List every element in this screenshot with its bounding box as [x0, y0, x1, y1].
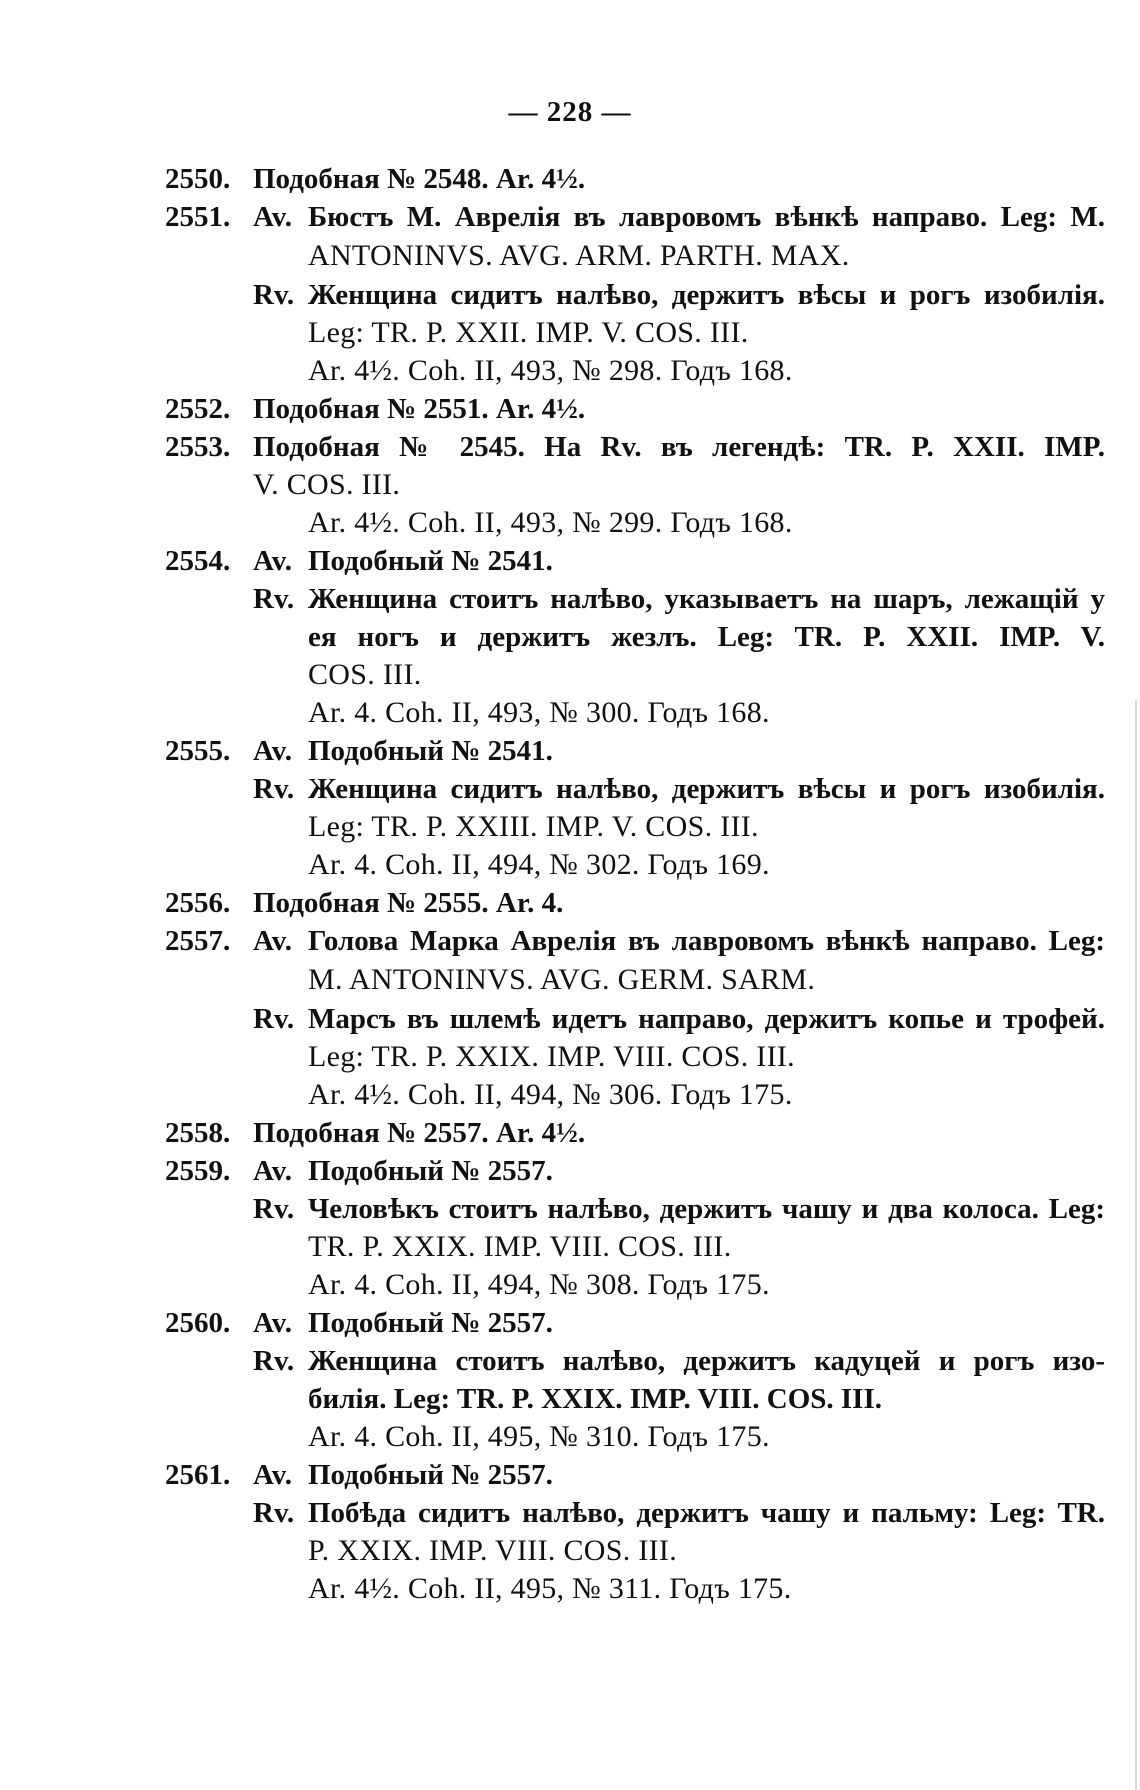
entry-number: 2559.: [165, 1155, 231, 1187]
entry-legend: V. COS. III.: [253, 468, 401, 501]
entry-text: Подобная № 2548. Ar. 4½.: [253, 163, 586, 195]
reverse-legend: Leg: TR. P. XXIX. IMP. VIII. COS. III.: [308, 1040, 795, 1073]
obverse-text: Голова Марка Аврелія въ лавровомъ вѣнкѣ направо. Leg:: [308, 925, 1105, 957]
scan-edge-line: [1135, 700, 1137, 1790]
entry-text: Подобная № 2545. На Rv. въ легендѣ: TR. P. XXII. IMP.: [253, 431, 1105, 463]
entry-text: Подобная № 2557. Ar. 4½.: [253, 1117, 586, 1149]
reverse-legend: COS. III.: [308, 658, 422, 691]
obverse-text: Бюстъ М. Аврелія въ лавровомъ вѣнкѣ направо. Leg: M.: [308, 201, 1105, 233]
reverse-label: Rv.: [253, 1345, 295, 1377]
entry-text: Подобная № 2555. Ar. 4.: [253, 887, 564, 919]
catalog-entry-2560: [165, 1304, 1105, 1456]
obverse-label: Av.: [253, 925, 292, 957]
reverse-text: Женщина сидитъ налѣво, держитъ вѣсы и рогъ изобилія.: [308, 279, 1105, 311]
entry-number: 2550.: [165, 163, 231, 195]
reverse-text: Женщина стоитъ налѣво, указываетъ на шаръ, лежащій у: [308, 583, 1105, 615]
entry-number: 2561.: [165, 1459, 231, 1491]
reverse-label: Rv.: [253, 773, 295, 805]
obverse-label: Av.: [253, 545, 292, 577]
obverse-text: Подобный № 2557.: [308, 1459, 553, 1491]
reverse-label: Rv.: [253, 1193, 295, 1225]
catalog-entry-2554: [165, 542, 1105, 732]
entry-number: 2553.: [165, 431, 231, 463]
reverse-text-continued: ея ногъ и держитъ жезлъ. Leg: TR. P. XXII. IMP. V.: [308, 621, 1105, 653]
catalog-entry-2561: [165, 1456, 1105, 1608]
page-number: — 228 —: [508, 96, 632, 128]
reverse-text: Человѣкъ стоитъ налѣво, держитъ чашу и два колоса. Leg:: [308, 1193, 1105, 1225]
reverse-legend: Leg: TR. P. XXII. IMP. V. COS. III.: [308, 316, 749, 349]
obverse-label: Av.: [253, 1307, 292, 1339]
reverse-text: Побѣда сидитъ налѣво, держитъ чашу и пальму: Leg: TR.: [308, 1497, 1105, 1529]
catalog-entry-2557: [165, 922, 1105, 1114]
reverse-label: Rv.: [253, 279, 295, 311]
coin-reference: Ar. 4. Coh. II, 494, № 308. Годъ 175.: [308, 1268, 770, 1301]
obverse-text: Подобный № 2541.: [308, 545, 553, 577]
catalog-entry-2552: [165, 390, 1105, 428]
reverse-text: Марсъ въ шлемѣ идетъ направо, держитъ копье и трофей.: [308, 1003, 1105, 1035]
reverse-legend: P. XXIX. IMP. VIII. COS. III.: [308, 1534, 677, 1567]
obverse-label: Av.: [253, 1155, 292, 1187]
obverse-text: Подобный № 2557.: [308, 1307, 553, 1339]
catalog-entry-2558: [165, 1114, 1105, 1152]
obverse-text: Подобный № 2557.: [308, 1155, 553, 1187]
coin-reference: Ar. 4. Coh. II, 495, № 310. Годъ 175.: [308, 1420, 770, 1453]
obverse-legend: M. ANTONINVS. AVG. GERM. SARM.: [308, 963, 816, 996]
obverse-label: Av.: [253, 201, 292, 233]
entry-number: 2551.: [165, 201, 231, 233]
obverse-label: Av.: [253, 1459, 292, 1491]
catalog-entry-2556: [165, 884, 1105, 922]
catalog-entry-2559: [165, 1152, 1105, 1304]
obverse-label: Av.: [253, 735, 292, 767]
coin-reference: Ar. 4½. Coh. II, 495, № 311. Годъ 175.: [308, 1572, 792, 1605]
entry-number: 2560.: [165, 1307, 231, 1339]
coin-reference: Ar. 4. Coh. II, 493, № 300. Годъ 168.: [308, 696, 770, 729]
coin-reference: Ar. 4½. Coh. II, 494, № 306. Годъ 175.: [308, 1078, 793, 1111]
entry-number: 2557.: [165, 925, 231, 957]
catalog-entry-2550: [165, 160, 1105, 198]
reverse-label: Rv.: [253, 583, 295, 615]
entry-text: Подобная № 2551. Ar. 4½.: [253, 393, 586, 425]
reverse-text: Женщина стоитъ налѣво, держитъ кадуцей и рогъ изо-: [308, 1345, 1105, 1377]
entry-number: 2556.: [165, 887, 231, 919]
coin-reference: Ar. 4. Coh. II, 494, № 302. Годъ 169.: [308, 848, 770, 881]
reverse-text-continued: билія. Leg: TR. P. XXIX. IMP. VIII. COS. III.: [308, 1383, 882, 1415]
entry-number: 2558.: [165, 1117, 231, 1149]
catalog-entry-2551: [165, 198, 1105, 390]
catalog-entry-2553: [165, 428, 1105, 542]
reverse-legend: Leg: TR. P. XXIII. IMP. V. COS. III.: [308, 810, 759, 843]
catalog-entry-2555: [165, 732, 1105, 884]
entry-number: 2555.: [165, 735, 231, 767]
catalog-entries: [165, 160, 1105, 1608]
coin-reference: Ar. 4½. Coh. II, 493, № 299. Годъ 168.: [308, 506, 793, 539]
reverse-label: Rv.: [253, 1497, 295, 1529]
obverse-text: Подобный № 2541.: [308, 735, 553, 767]
entry-number: 2552.: [165, 393, 231, 425]
obverse-legend: ANTONINVS. AVG. ARM. PARTH. MAX.: [308, 239, 850, 272]
reverse-legend: TR. P. XXIX. IMP. VIII. COS. III.: [308, 1230, 732, 1263]
entry-number: 2554.: [165, 545, 231, 577]
coin-reference: Ar. 4½. Coh. II, 493, № 298. Годъ 168.: [308, 354, 793, 387]
reverse-label: Rv.: [253, 1003, 295, 1035]
reverse-text: Женщина сидитъ налѣво, держитъ вѣсы и рогъ изобилія.: [308, 773, 1105, 805]
